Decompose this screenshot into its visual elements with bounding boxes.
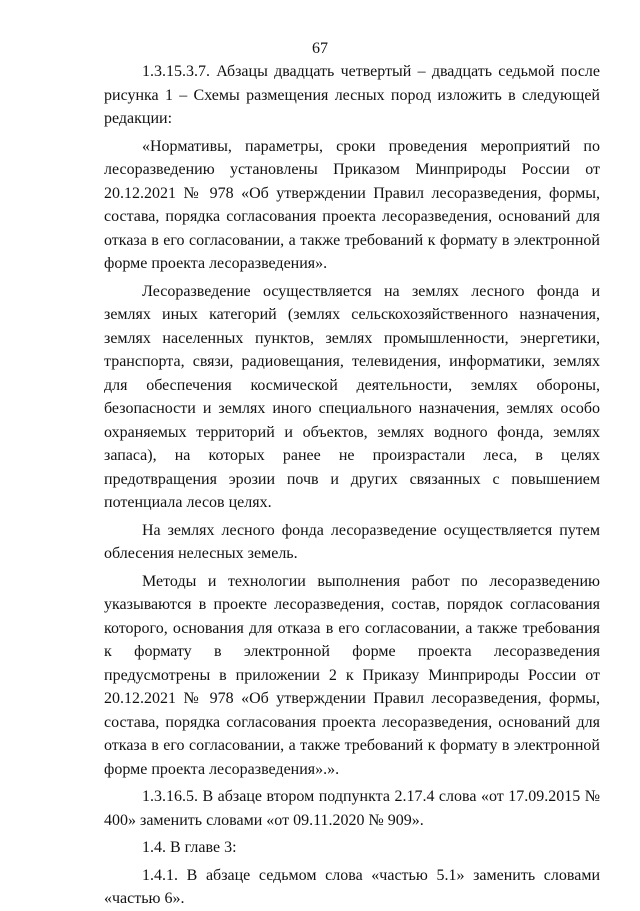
paragraph-amendment-1-3-15-3-7: 1.3.15.3.7. Абзацы двадцать четвертый – двадцать седьмой после рисунка 1 – Схемы размещения лесных пород изложить в следующей редакции: [104,63,600,127]
paragraph-amendment-1-3-16-5: 1.3.16.5. В абзаце втором подпункта 2.17.4 слова «от 17.09.2015 № 400» заменить словами «от 09.11.2020 № 909». [104,788,600,829]
paragraph-norms: «Нормативы, параметры, сроки проведения мероприятий по лесоразведению установлены Приказом Минприроды России от 20.12.2021 № 978 «Об утверждении Правил лесоразведения, формы, состава, порядка согласования проекта лесоразведения, оснований для отказа в его согласовании, а также требований к формату в электронной форме проекта лесоразведения». [104,137,600,272]
page-number: 67 [312,40,328,57]
paragraph-chapter-3: 1.4. В главе 3: [142,839,237,856]
paragraph-forest-fund-lands: На землях лесного фонда лесоразведение осуществляется путем облесения нелесных земель. [104,521,600,562]
paragraph-afforestation-lands: Лесоразведение осуществляется на землях лесного фонда и землях иных категорий (землях сельскохозяйственного назначения, землях населенных пунктов, землях промышленности, энергетики, транспорта, связи, радиовещания, телевидения, информатики, землях для обеспечения космической деятельности, землях обороны, безопасности и землях иного специального назначения, землях особо охраняемых территорий и объектов, землях водного фонда, землях запаса), на которых ранее не произрастали леса, в целях предотвращения эрозии почв и других связанных с повышением потенциала лесов целях. [104,282,600,511]
paragraph-amendment-1-4-1: 1.4.1. В абзаце седьмом слова «частью 5.1» заменить словами «частью 6». [104,866,600,907]
document-body [104,60,600,911]
paragraph-methods-technologies: Методы и технологии выполнения работ по лесоразведению указываются в проекте лесоразведения, состав, порядок согласования которого, основания для отказа в его согласовании, а также требования к формату в электронной форме проекта лесоразведения предусмотрены в приложении 2 к Приказу Минприроды России от 20.12.2021 № 978 «Об утверждении Правил лесоразведения, формы, состава, порядка согласования проекта лесоразведения, оснований для отказа в его согласовании, а также требований к формату в электронной форме проекта лесоразведения».». [104,572,600,778]
